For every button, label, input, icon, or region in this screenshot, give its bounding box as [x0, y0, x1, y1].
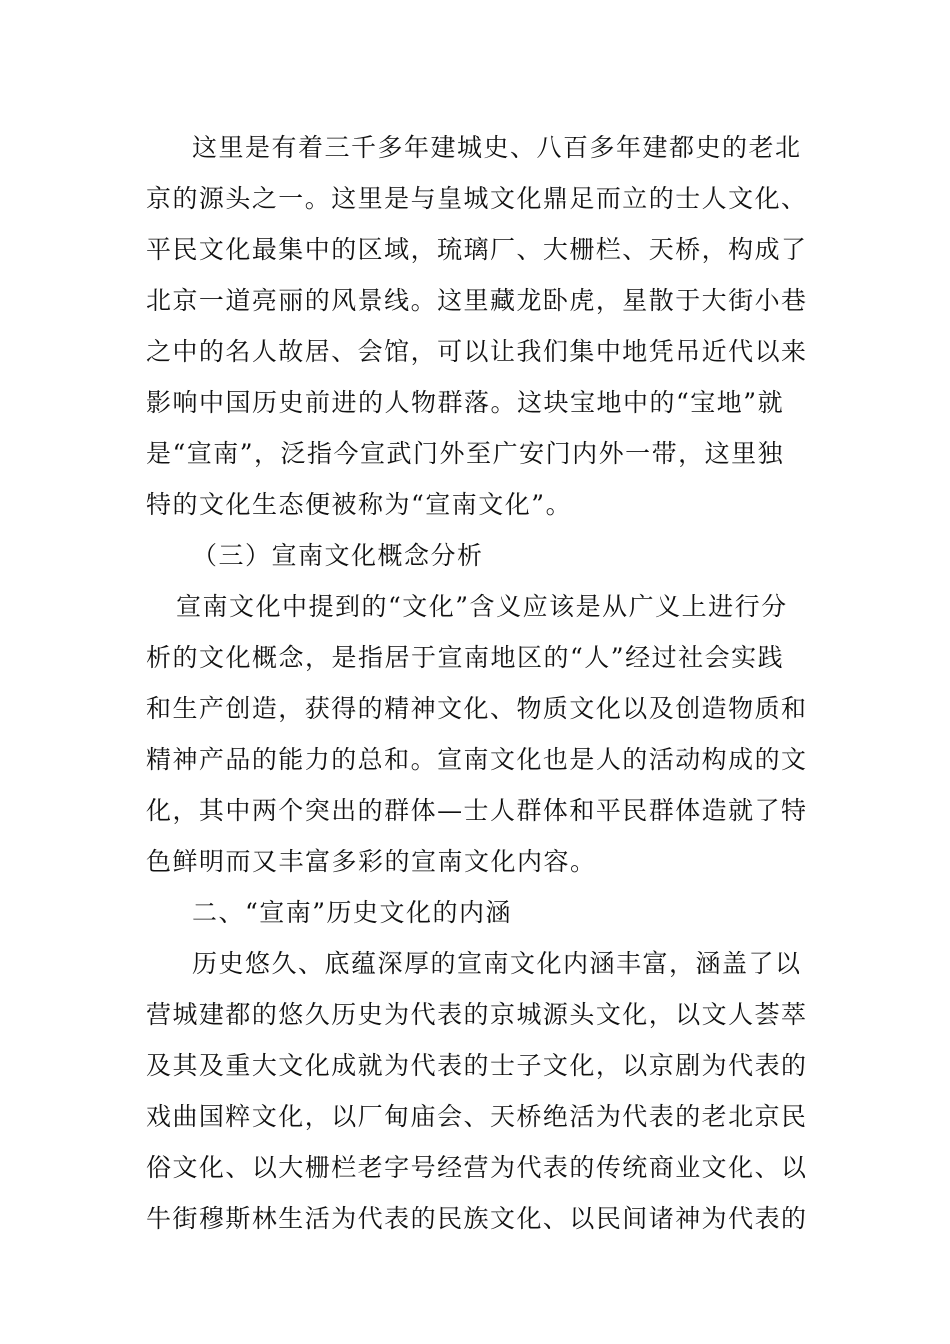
- text-line: 北京一道亮丽的风景线。这里藏龙卧虎，星散于大街小巷: [146, 286, 808, 315]
- text-line: 化，其中两个突出的群体—士人群体和平民群体造就了特: [146, 796, 808, 825]
- text-line: 俗文化、以大栅栏老字号经营为代表的传统商业文化、以: [146, 1153, 808, 1182]
- text-line: 及其及重大文化成就为代表的士子文化，以京剧为代表的: [146, 1051, 808, 1080]
- text-line: 牛街穆斯林生活为代表的民族文化、以民间诸神为代表的: [146, 1204, 808, 1233]
- text-line: 析的文化概念，是指居于宣南地区的“人”经过社会实践: [146, 643, 785, 672]
- text-line: 是“宣南”，泛指今宣武门外至广安门内外一带，这里独: [146, 439, 785, 468]
- text-line: 精神产品的能力的总和。宣南文化也是人的活动构成的文: [146, 745, 808, 774]
- text-line: 历史悠久、底蕴深厚的宣南文化内涵丰富，涵盖了以: [192, 949, 802, 978]
- section-heading: 二、“宣南”历史文化的内涵: [192, 898, 513, 927]
- text-line: 色鲜明而又丰富多彩的宣南文化内容。: [146, 847, 597, 876]
- text-line: 和生产创造，获得的精神文化、物质文化以及创造物质和: [146, 694, 808, 723]
- text-line: 特的文化生态便被称为“宣南文化”。: [146, 490, 573, 519]
- text-line: 京的源头之一。这里是与皇城文化鼎足而立的士人文化、: [146, 184, 808, 213]
- text-line: 宣南文化中提到的“文化”含义应该是从广义上进行分: [176, 592, 788, 621]
- text-line: 营城建都的悠久历史为代表的京城源头文化，以文人荟萃: [146, 1000, 808, 1029]
- section-heading: （三）宣南文化概念分析: [192, 541, 484, 570]
- text-line: 之中的名人故居、会馆，可以让我们集中地凭吊近代以来: [146, 337, 808, 366]
- text-line: 影响中国历史前进的人物群落。这块宝地中的“宝地”就: [146, 388, 785, 417]
- text-line: 戏曲国粹文化，以厂甸庙会、天桥绝活为代表的老北京民: [146, 1102, 808, 1131]
- text-line: 这里是有着三千多年建城史、八百多年建都史的老北: [192, 133, 802, 162]
- text-line: 平民文化最集中的区域，琉璃厂、大栅栏、天桥，构成了: [146, 235, 808, 264]
